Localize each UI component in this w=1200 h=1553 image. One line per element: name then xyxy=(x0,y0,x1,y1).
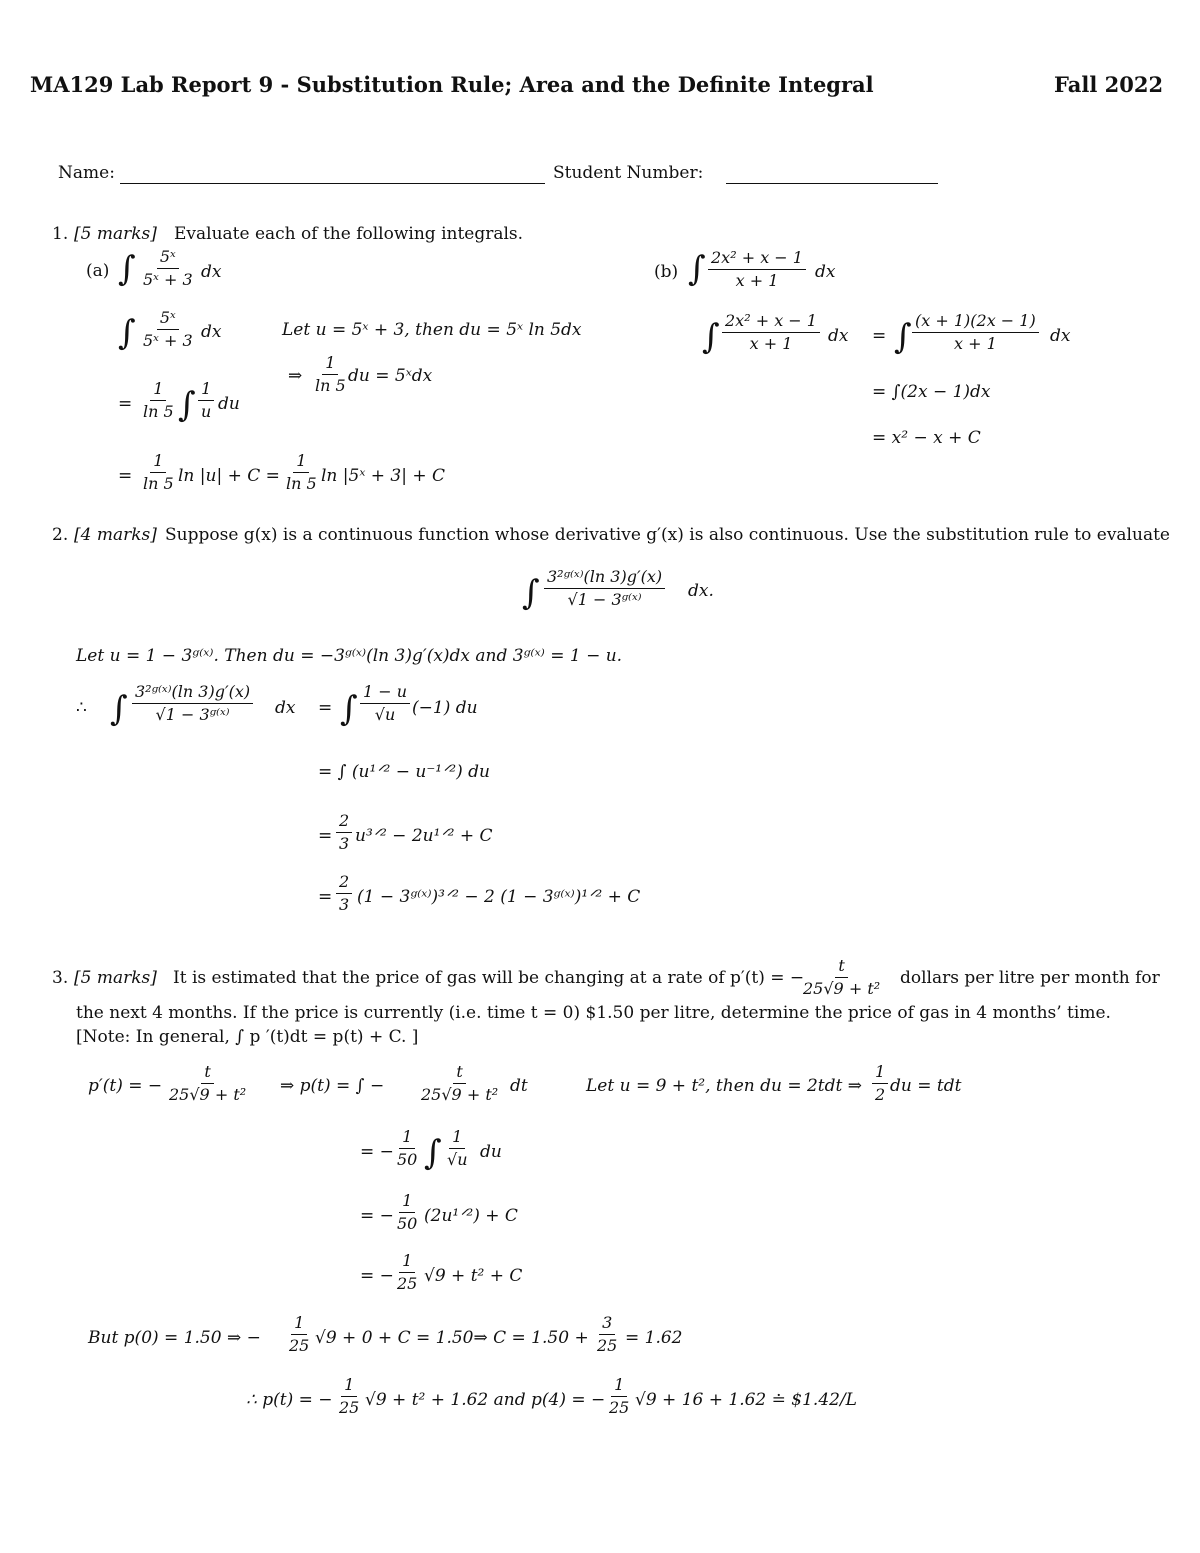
integral-sign: ∫ xyxy=(424,1133,442,1173)
q3-marks: [5 marks] xyxy=(74,968,157,988)
q3-e4-coef-den: 25 xyxy=(397,1274,418,1294)
q1b-integrand xyxy=(708,249,806,291)
q1a-repeat-differential: dx xyxy=(201,322,222,342)
q2-line4-eq: = xyxy=(318,887,333,907)
q1a-step2-mid: ln |u| + C = xyxy=(178,466,280,486)
q3-note: [Note: In general, ∫ p ′(t)dt = p(t) + C. ] xyxy=(76,1027,419,1047)
q3-final-coef2 xyxy=(606,1376,632,1418)
integral-sign: ∫ xyxy=(522,573,540,613)
q3-but-coef xyxy=(286,1314,312,1356)
q3-final-pre: ∴ p(t) = − xyxy=(246,1390,333,1410)
q3-but-tail: = 1.62 xyxy=(625,1328,683,1348)
q1a-step2-tail: ln |5ˣ + 3| + C xyxy=(321,466,446,486)
q3-e2-inum: 1 xyxy=(449,1128,465,1149)
q3-e1-half-num: 1 xyxy=(872,1063,888,1084)
integral-sign: ∫ xyxy=(110,689,128,729)
q1-marks: [5 marks] xyxy=(74,224,157,244)
q1a-step2-coef xyxy=(140,452,177,494)
q1a-sub-num: 1 xyxy=(322,354,338,375)
student-number-label: Student Number: xyxy=(553,163,704,183)
integral-sign: ∫ xyxy=(688,249,706,289)
q3-e1-num: t xyxy=(201,1063,213,1084)
q3-e1-pre: p′(t) = − xyxy=(88,1076,163,1096)
q1b-row1-den: x + 1 xyxy=(953,334,997,354)
q3-e3-coef-den: 50 xyxy=(397,1214,418,1234)
q3-prompt-b: dollars per litre per month for xyxy=(900,968,1160,988)
q2-denominator: √1 − 3ᵍ⁽ˣ⁾ xyxy=(567,590,642,610)
q3-e3-coef-num: 1 xyxy=(399,1192,415,1213)
name-label: Name: xyxy=(58,163,115,183)
q3-e1-let: Let u = 9 + t², then du = 2tdt ⇒ xyxy=(586,1076,862,1096)
q1b-row1-num: (x + 1)(2x − 1) xyxy=(912,312,1039,333)
q1-number: 1. xyxy=(52,224,69,244)
q1b-repeat-differential: dx xyxy=(828,326,849,346)
q3-but-pre: But p(0) = 1.50 ⇒ − xyxy=(88,1328,261,1348)
q3-rate-num: t xyxy=(835,957,847,978)
q3-e3-eq: = − xyxy=(360,1206,394,1226)
q2-line2: = ∫ (u¹ᐟ² − u⁻¹ᐟ²) du xyxy=(318,762,490,782)
q1a-step2-coef2-num: 1 xyxy=(293,452,309,473)
q1a-step1-coef-num: 1 xyxy=(150,380,166,401)
q2-line1-num: 1 − u xyxy=(360,683,410,704)
q1a-step1-coef-den: ln 5 xyxy=(143,402,174,422)
q2-lhs-denominator: √1 − 3ᵍ⁽ˣ⁾ xyxy=(155,705,230,725)
q3-e2-integrand xyxy=(444,1128,471,1170)
q2-differential: dx. xyxy=(688,581,714,601)
q2-prompt: Suppose g(x) is a continuous function whose derivative g′(x) is also continuous. Use the substitution rule to evaluate xyxy=(165,525,1170,545)
q2-lhs-differential: dx xyxy=(275,698,296,718)
page-title: MA129 Lab Report 9 - Substitution Rule; Area and the Definite Integral xyxy=(30,72,874,97)
q3-line2: the next 4 months. If the price is currently (i.e. time t = 0) $1.50 per litre, determine the price of gas in 4 months’ time. xyxy=(76,1003,1111,1023)
q3-final-coef xyxy=(336,1376,362,1418)
q3-e3-tail: (2u¹ᐟ²) + C xyxy=(424,1206,518,1226)
q3-but-coef-num: 1 xyxy=(291,1314,307,1335)
q3-number: 3. xyxy=(52,968,69,988)
q3-e1-mid: ⇒ p(t) = ∫ − xyxy=(280,1076,385,1096)
q1a-implies: ⇒ xyxy=(288,366,303,386)
q1a-numerator: 5ˣ xyxy=(157,248,179,269)
q3-e4-tail: √9 + t² + C xyxy=(424,1266,523,1286)
integral-sign: ∫ xyxy=(118,313,136,353)
q1b-row2: = ∫(2x − 1)dx xyxy=(872,382,991,402)
q1a-label: (a) xyxy=(86,261,110,281)
q1a-step1-iden: u xyxy=(201,402,212,422)
q1a-step1-eq: = xyxy=(118,394,133,414)
q3-final-coef2-den: 25 xyxy=(609,1398,630,1418)
q2-line1-den: √u xyxy=(374,705,396,725)
q2-lhs-numerator: 3²ᵍ⁽ˣ⁾(ln 3)g′(x) xyxy=(132,683,253,704)
q2-line4-coef-num: 2 xyxy=(336,873,352,894)
q1b-row1-eq: = xyxy=(872,326,887,346)
q2-line3-coef-num: 2 xyxy=(336,812,352,833)
q1a-repeat-integrand xyxy=(140,309,196,351)
q1a-step2-coef2-den: ln 5 xyxy=(286,474,317,494)
q3-final-coef-den: 25 xyxy=(339,1398,360,1418)
q3-rate-den: 25√9 + t² xyxy=(803,979,881,999)
q1a-step2-coef2 xyxy=(283,452,320,494)
q1-prompt: Evaluate each of the following integrals. xyxy=(174,224,524,244)
q3-e1-den2: 25√9 + t² xyxy=(421,1085,499,1105)
q1a-step2-coef-num: 1 xyxy=(150,452,166,473)
integral-sign: ∫ xyxy=(702,317,720,357)
q1a-repeat-numerator: 5ˣ xyxy=(157,309,179,330)
q3-e1-fraction2 xyxy=(418,1063,501,1105)
q3-final-tail: √9 + 16 + 1.62 ≐ $1.42/L xyxy=(635,1390,857,1410)
q2-line1-tail: (−1) du xyxy=(412,698,478,718)
q1b-differential: dx xyxy=(815,262,836,282)
q1a-repeat-denominator: 5ˣ + 3 xyxy=(143,331,193,351)
q1b-denominator: x + 1 xyxy=(735,271,779,291)
q3-final-mid: √9 + t² + 1.62 and p(4) = − xyxy=(365,1390,606,1410)
integral-sign: ∫ xyxy=(340,689,358,729)
q1b-row1-fraction xyxy=(912,312,1039,354)
q1a-step1-tail: du xyxy=(218,394,240,414)
q2-numerator: 3²ᵍ⁽ˣ⁾(ln 3)g′(x) xyxy=(544,568,665,589)
q2-marks: [4 marks] xyxy=(74,525,157,545)
q3-e2-coef-den: 50 xyxy=(397,1150,418,1170)
q2-line4-coef xyxy=(336,873,352,915)
q3-e1-den: 25√9 + t² xyxy=(169,1085,247,1105)
q3-e4-coef xyxy=(394,1252,420,1294)
q2-line3-tail: u³ᐟ² − 2u¹ᐟ² + C xyxy=(355,826,493,846)
name-field[interactable] xyxy=(120,183,545,184)
integral-sign: ∫ xyxy=(178,385,196,425)
q1a-sub-tail: du = 5ˣdx xyxy=(348,366,433,386)
q2-let: Let u = 1 − 3ᵍ⁽ˣ⁾. Then du = −3ᵍ⁽ˣ⁾(ln 3)g′(x)dx and 3ᵍ⁽ˣ⁾ = 1 − u. xyxy=(76,646,623,666)
term-label: Fall 2022 xyxy=(1054,72,1164,97)
q1b-row3: = x² − x + C xyxy=(872,428,981,448)
q2-line3-coef-den: 3 xyxy=(339,834,350,854)
q2-line4-tail: (1 − 3ᵍ⁽ˣ⁾)³ᐟ² − 2 (1 − 3ᵍ⁽ˣ⁾)¹ᐟ² + C xyxy=(357,887,641,907)
q3-but-coef-den: 25 xyxy=(289,1336,310,1356)
q3-but-coef2 xyxy=(594,1314,620,1356)
q2-therefore: ∴ xyxy=(76,698,87,718)
integral-sign: ∫ xyxy=(118,249,136,289)
q1a-step1-inum: 1 xyxy=(198,380,214,401)
q3-e2-coef xyxy=(394,1128,420,1170)
q1a-step2-eq: = xyxy=(118,466,133,486)
q3-e4-eq: = − xyxy=(360,1266,394,1286)
q2-line4-coef-den: 3 xyxy=(339,895,350,915)
q2-integrand xyxy=(544,568,665,610)
q1a-step1-coef xyxy=(140,380,177,422)
q1b-row1-tail: dx xyxy=(1050,326,1071,346)
q3-e2-iden: √u xyxy=(447,1150,468,1170)
q1a-integrand xyxy=(140,248,196,290)
q1b-repeat-denominator: x + 1 xyxy=(749,334,793,354)
q3-e2-eq: = − xyxy=(360,1142,394,1162)
q1b-label: (b) xyxy=(654,262,679,282)
student-number-field[interactable] xyxy=(726,183,938,184)
q2-line1-fraction xyxy=(360,683,410,725)
q2-line3-coef xyxy=(336,812,352,854)
q1a-step1-integrand xyxy=(198,380,214,422)
q3-e2-coef-num: 1 xyxy=(399,1128,415,1149)
q3-e1-let-tail: du = tdt xyxy=(890,1076,962,1096)
q1b-repeat-numerator: 2x² + x − 1 xyxy=(722,312,820,333)
q2-number: 2. xyxy=(52,525,69,545)
q3-e1-half-den: 2 xyxy=(875,1085,886,1105)
integral-sign: ∫ xyxy=(894,317,912,357)
q1a-differential: dx xyxy=(201,262,222,282)
q1b-repeat-integrand xyxy=(722,312,820,354)
q3-e1-tail: dt xyxy=(510,1076,528,1096)
q1b-numerator: 2x² + x − 1 xyxy=(708,249,806,270)
q3-final-coef2-num: 1 xyxy=(611,1376,627,1397)
q3-e2-tail: du xyxy=(480,1142,502,1162)
q3-e1-fraction xyxy=(166,1063,249,1105)
q2-line3-eq: = xyxy=(318,826,333,846)
q2-lhs-integrand xyxy=(132,683,253,725)
q3-e1-num2: t xyxy=(453,1063,465,1084)
q1a-step2-coef-den: ln 5 xyxy=(143,474,174,494)
q1a-denominator: 5ˣ + 3 xyxy=(143,270,193,290)
q3-rate-fraction xyxy=(800,957,883,999)
q3-but-mid: √9 + 0 + C = 1.50⇒ C = 1.50 + xyxy=(315,1328,589,1348)
q3-e4-coef-num: 1 xyxy=(399,1252,415,1273)
q3-e1-half xyxy=(872,1063,888,1105)
q1a-substitution: Let u = 5ˣ + 3, then du = 5ˣ ln 5dx xyxy=(282,320,582,340)
q3-but-coef2-num: 3 xyxy=(599,1314,615,1335)
q3-e3-coef xyxy=(394,1192,420,1234)
q3-final-coef-num: 1 xyxy=(341,1376,357,1397)
q3-but-coef2-den: 25 xyxy=(597,1336,618,1356)
q2-line1-eq: = xyxy=(318,698,333,718)
q1a-sub-den: ln 5 xyxy=(315,376,346,396)
q1a-sub-fraction xyxy=(312,354,349,396)
q3-prompt-a: It is estimated that the price of gas will be changing at a rate of p′(t) = − xyxy=(173,968,805,988)
